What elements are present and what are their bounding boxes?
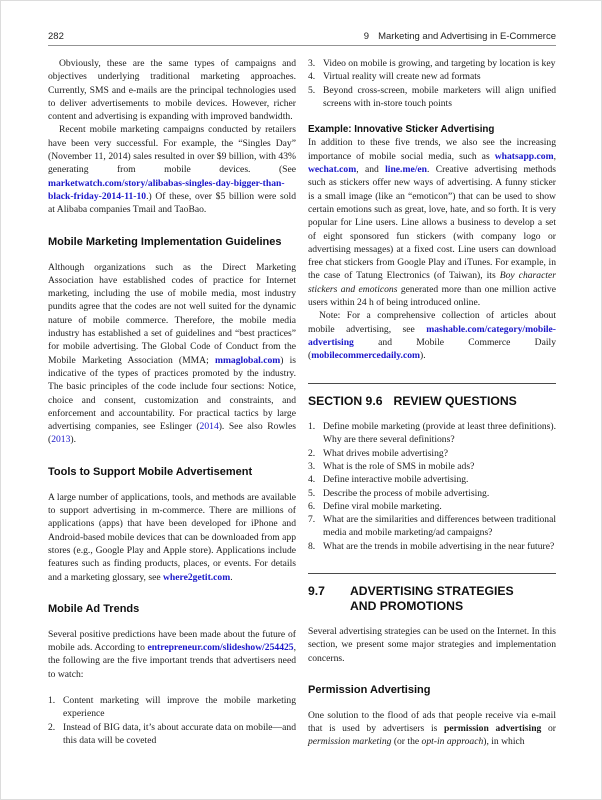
chapter-title: Marketing and Advertising in E-Commerce	[378, 31, 556, 42]
list-item-number: 5.	[308, 84, 316, 96]
list-item	[308, 487, 556, 500]
inline-link[interactable]: line.me/en	[385, 164, 427, 176]
section-heading	[308, 394, 556, 409]
list-item-number: 4.	[308, 71, 316, 83]
inline-link[interactable]: whatsapp.com	[494, 150, 554, 162]
text-run: One solution to the flood of ads that people receive via e-mail that is used by advertisers is	[308, 709, 556, 735]
chapter-number: 9	[363, 31, 370, 42]
text-run: In addition to these five trends, we also see the increasing importance of mobile social media, such as	[308, 137, 556, 162]
text-run: ) is indicative of the types of practices promoted by the industry. The basic principles of the code include four sections: Notice, choice and consent, customization and constraints, and enforcement and accountability. For practical tactics by large advertising companies, see Eslinger (	[48, 354, 297, 433]
section-divider	[308, 573, 556, 574]
header-rule	[48, 45, 556, 46]
list-item	[308, 84, 556, 111]
list-item-text	[323, 487, 556, 500]
text-run: Recent mobile marketing campaigns conducted by retailers have been very successful. For example, the “Singles Day” (November 11, 2014) sales resulted in over $9 billion, with 43% generating from mobile devices. (See	[48, 124, 296, 176]
list-item-text	[63, 721, 296, 748]
text-run: Define interactive mobile advertising.	[323, 474, 469, 486]
section-number: 9.7	[308, 584, 325, 598]
list-item	[308, 500, 556, 513]
text-run: or	[541, 723, 557, 735]
text-run: Several advertising strategies can be used on the Internet. In this section, we present some major strategies and implementation concerns.	[308, 626, 556, 664]
text-run: Content marketing will improve the mobile marketing experience	[63, 694, 296, 720]
text-run: and Mobile Commerce Daily (	[308, 336, 556, 362]
text-run: Obviously, these are the same types of campaigns and objectives underlying traditional marketing approaches. Currently, SMS and e-mails are the principal technologies used to deliver advertisements to mobile devices. However, richer content and advertising is expanding with improved bandwidth.	[48, 58, 296, 123]
list-item-number: 8.	[308, 540, 316, 552]
list-item-number: 2.	[308, 447, 316, 459]
text-run: Several positive predictions have been made about the future of mobile ads. According to	[48, 628, 296, 654]
paragraph	[48, 628, 296, 681]
inline-link[interactable]: entrepreneur.com/slideshow/254425	[147, 642, 294, 654]
list-item-text	[323, 57, 556, 70]
text-run: Define mobile marketing (provide at least three definitions). Why are there several definitions?	[323, 421, 556, 446]
section-divider	[308, 383, 556, 384]
list-item-number: 3.	[308, 58, 316, 69]
text-run: generated more than one million active users within 24 h of being introduced online.	[308, 283, 556, 309]
text-run: .	[230, 571, 233, 583]
text-run: What are the similarities and differences between traditional media and mobile marketing/ad campaigns?	[323, 514, 556, 539]
text-run: (or the	[391, 736, 422, 748]
paragraph	[48, 491, 296, 584]
list-item-text	[63, 694, 296, 721]
list-item	[308, 460, 556, 473]
list-item-number: 6.	[308, 500, 316, 512]
list-item-text	[323, 473, 556, 486]
text-run: Beyond cross-screen, mobile marketers will align unified screens with in-store touch points	[323, 84, 556, 109]
list-item-number: 7.	[308, 514, 316, 526]
subsection-heading: Mobile Marketing Implementation Guidelines	[48, 235, 282, 248]
text-run: Although organizations such as the Direct Marketing Association have established codes of practice for Internet marketing, including the use of mobile media, most industry pundits agree that the codes are not well suited for the dynamic nature of mobile commerce. Therefore, the mobile media industry has established a set of guidelines and “best practices” for mobile advertising. The Global Code of Conduct from the Mobile Marketing Association (MMA;	[48, 261, 296, 366]
inline-link[interactable]: mashable.com/category/mobile-advertising	[308, 323, 556, 348]
list-item-text	[323, 540, 556, 553]
paragraph	[48, 261, 296, 447]
list-item	[308, 540, 556, 553]
paragraph	[308, 709, 556, 749]
text-run: permission marketing	[308, 736, 392, 748]
section-title: ADVERTISING STRATEGIES AND PROMOTIONS	[350, 584, 514, 613]
list-item-number: 5.	[308, 487, 316, 499]
text-run: ).	[420, 350, 426, 362]
list-item	[48, 694, 296, 721]
text-run: A large number of applications, tools, and methods are available to support advertising in m-commerce. There are millions of applications (apps) that have been developed for iPhone and Android-based mobile devices that can be downloaded from app stores (e.g., Google Play and Apple store). Applications include features such as finding products, places, or events. For details and a marketing glossary, see	[48, 491, 296, 583]
text-run: Boy character stickers and emoticons	[308, 270, 556, 295]
left-column	[48, 57, 296, 747]
inline-link[interactable]: where2getit.com	[163, 571, 231, 583]
inline-link[interactable]: mobilecommercedaily.com	[311, 350, 420, 362]
section-heading	[308, 584, 556, 613]
list-item-text	[323, 84, 556, 111]
text-run: Describe the process of mobile advertising.	[323, 487, 490, 499]
text-run: .) Of these, over $5 billion were sold at Alibaba companies Tmail and TaoBao.	[48, 190, 296, 216]
list-item-number: 3.	[308, 460, 316, 472]
list-item	[308, 513, 556, 540]
subsection-heading: Permission Advertising	[308, 683, 431, 696]
list-item	[308, 70, 556, 83]
list-item-text	[323, 70, 556, 83]
list-item-number: 2.	[48, 721, 56, 733]
text-run: What are the trends in mobile advertising in the near future?	[323, 540, 555, 552]
list-item	[48, 721, 296, 748]
text-run: What is the role of SMS in mobile ads?	[323, 460, 475, 472]
list-item-text	[323, 460, 556, 473]
list-item	[308, 57, 556, 70]
list-item	[308, 473, 556, 486]
text-run: opt-in approach	[421, 736, 484, 748]
inline-link[interactable]: wechat.com	[308, 164, 357, 176]
list-item-text	[323, 513, 556, 540]
numbered-list	[48, 694, 296, 747]
list-item-text	[323, 500, 556, 513]
page-header	[48, 31, 556, 42]
right-column	[308, 57, 556, 749]
section-title: REVIEW QUESTIONS	[393, 393, 517, 408]
section-number: SECTION 9.6	[308, 393, 383, 408]
list-item	[308, 447, 556, 460]
text-run: ,	[553, 150, 556, 162]
paragraph	[48, 57, 296, 123]
text-run: permission advertising	[444, 723, 542, 735]
text-run: Virtual reality will create new ad formats	[323, 71, 481, 83]
list-item-text	[323, 447, 556, 460]
paragraph	[308, 625, 556, 665]
inline-link[interactable]: marketwatch.com/story/alibabas-singles-day-bigger-than-black-friday-2014-11-10	[48, 177, 285, 202]
list-item-number: 1.	[48, 694, 56, 706]
inline-link[interactable]: 2014	[199, 421, 219, 433]
numbered-list	[308, 420, 556, 553]
inline-link[interactable]: mmaglobal.com	[214, 354, 281, 366]
text-run: , the following are the five important trends that advertisers need to watch:	[48, 642, 296, 680]
text-run: Define viral mobile marketing.	[323, 500, 442, 512]
page-number: 282	[48, 31, 64, 42]
list-item-text	[323, 420, 556, 447]
text-run: What drives mobile advertising?	[323, 447, 448, 459]
text-run: ).	[70, 434, 76, 446]
text-run: ). See also Rowles (	[48, 421, 296, 446]
list-item-number: 4.	[308, 474, 316, 486]
inline-link[interactable]: 2013	[51, 434, 71, 446]
text-run: Instead of BIG data, it’s about accurate data on mobile—and this data will be coveted	[63, 721, 296, 746]
text-run: Video on mobile is growing, and targeting by location is key	[323, 58, 556, 69]
text-run: . Creative advertising methods such as stickers offer new ways of advertising. A funny sticker is a small image (like an “emoticon”) that can be used to show certain emotions such as great, love, hate, and so forth. It is very popular for Line users. Line allows a business to develop a set of eight sponsored fun stickers (with company logo or advertising messages) at a fixed cost. Line users can download free chat stickers from Google Play and iTunes. For example, in the case of Tatung Electronics (of Taiwan), its	[308, 164, 556, 282]
list-item-number: 1.	[308, 421, 316, 433]
subsection-heading: Tools to Support Mobile Advertisement	[48, 465, 253, 478]
paragraph	[308, 309, 556, 362]
numbered-list	[308, 57, 556, 110]
running-head	[364, 31, 556, 42]
text-run: , and	[356, 164, 386, 176]
list-item	[308, 420, 556, 447]
subsection-heading: Mobile Ad Trends	[48, 602, 140, 615]
text-run: ), in which	[483, 736, 525, 748]
text-run: Note: For a comprehensive collection of articles about mobile advertising, see	[308, 310, 556, 335]
paragraph	[308, 136, 556, 309]
example-heading: Example: Innovative Sticker Advertising	[308, 124, 495, 136]
paragraph	[48, 123, 296, 216]
